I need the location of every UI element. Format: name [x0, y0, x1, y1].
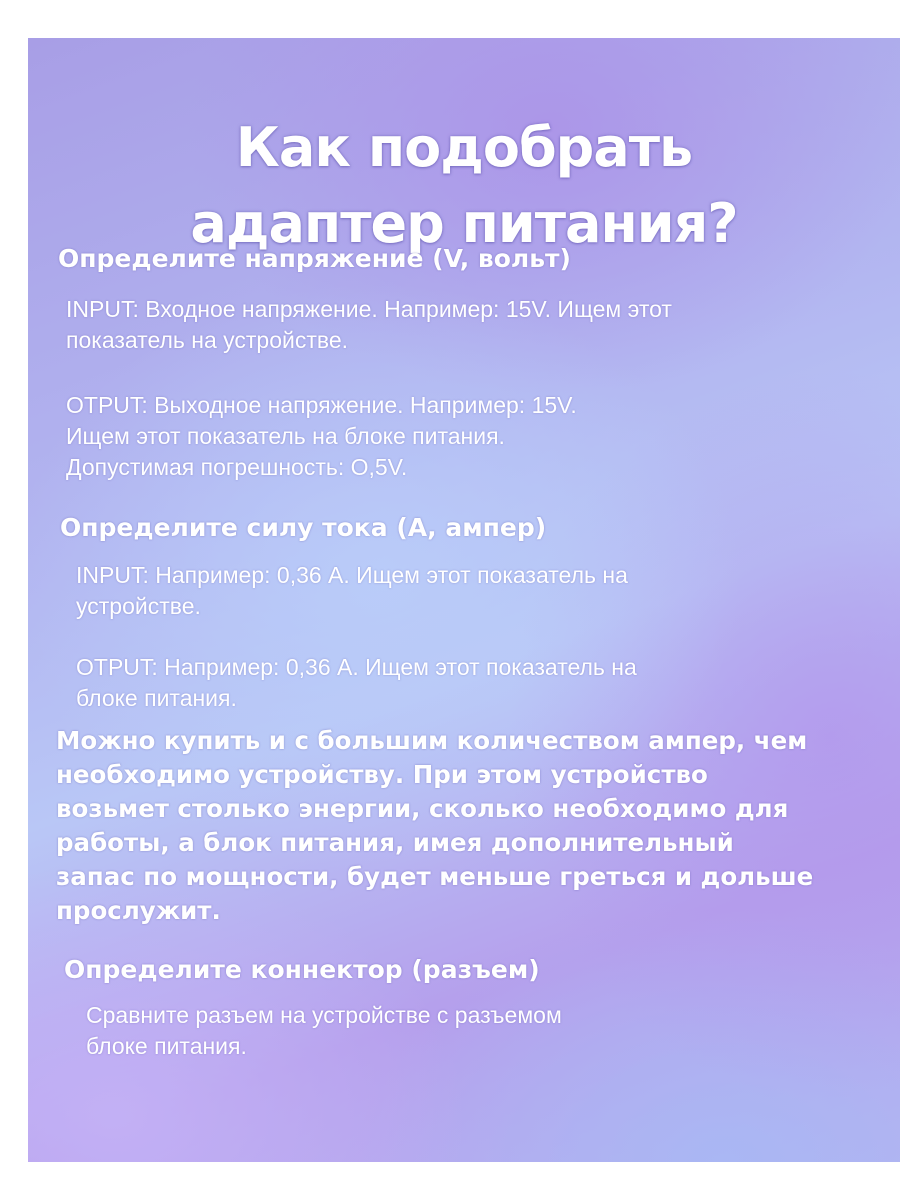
voltage-output-text [66, 390, 577, 483]
ampere-note-line: прослужит. [56, 896, 221, 925]
current-input-line: устройстве. [76, 593, 201, 619]
ampere-note-line: запас по мощности, будет меньше греться и дольше [56, 862, 814, 891]
ampere-note-line: возьмет столько энергии, сколько необходимо для [56, 794, 789, 823]
connector-line: блоке питания. [86, 1033, 247, 1059]
voltage-output-line: OTPUT: Выходное напряжение. Например: 15V. [66, 392, 577, 418]
info-card [28, 38, 900, 1162]
voltage-output-line: Допустимая погрешность: O,5V. [66, 454, 408, 480]
ampere-note [56, 724, 813, 928]
voltage-input-line: показатель на устройстве. [66, 327, 349, 353]
voltage-input-text [66, 294, 672, 356]
ampere-note-line: необходимо устройству. При этом устройство [56, 760, 708, 789]
ampere-note-line: работы, а блок питания, имея дополнительный [56, 828, 734, 857]
connector-line: Сравните разъем на устройстве с разъемом [86, 1002, 562, 1028]
voltage-heading: Определите напряжение (V, вольт) [58, 244, 571, 273]
current-input-text [76, 560, 628, 622]
page-title [28, 110, 900, 262]
current-heading: Определите силу тока (А, ампер) [60, 513, 547, 542]
title-line-2: адаптер питания? [190, 192, 738, 255]
voltage-input-line: INPUT: Входное напряжение. Например: 15V. Ищем этот [66, 296, 672, 322]
current-output-line: OTPUT: Например: 0,36 А. Ищем этот показатель на [76, 654, 637, 680]
voltage-output-line: Ищем этот показатель на блоке питания. [66, 423, 505, 449]
current-input-line: INPUT: Например: 0,36 А. Ищем этот показатель на [76, 562, 628, 588]
connector-text [86, 1000, 562, 1062]
title-line-1: Как подобрать [235, 116, 693, 179]
connector-heading: Определите коннектор (разъем) [64, 955, 540, 984]
current-output-line: блоке питания. [76, 685, 237, 711]
ampere-note-line: Можно купить и с большим количеством ампер, чем [56, 726, 808, 755]
current-output-text [76, 652, 637, 714]
